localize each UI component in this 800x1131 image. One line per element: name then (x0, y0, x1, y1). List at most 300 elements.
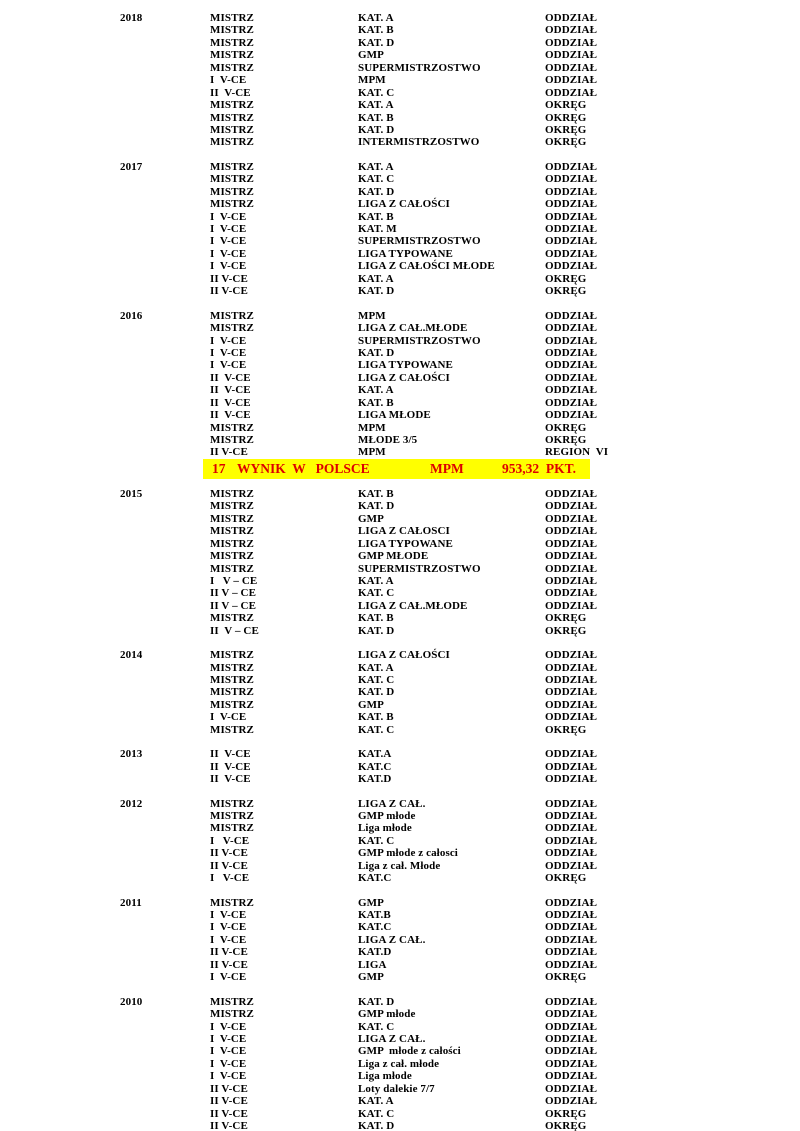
level-cell: OKRĘG (545, 272, 587, 285)
position-cell: I V-CE (210, 834, 250, 847)
category-cell: GMP (358, 698, 384, 711)
category-cell: LIGA Z CAŁOŚCI (358, 371, 450, 384)
year-label (120, 909, 210, 921)
position-cell: II V-CE (210, 847, 248, 860)
position-cell: MISTRZ (210, 674, 254, 686)
table-row (120, 1095, 800, 1107)
level-cell: REGION VI (545, 446, 609, 459)
position-cell: MISTRZ (210, 185, 254, 198)
level-cell: ODDZIAŁ (545, 86, 598, 99)
table-row (120, 198, 800, 210)
year-label (120, 773, 210, 785)
level-cell: ODDZIAŁ (545, 587, 598, 600)
category-cell: Liga z cał. młode (358, 1057, 440, 1070)
category-cell: KAT. A (358, 160, 394, 173)
year-label (120, 699, 210, 711)
year-label (120, 847, 210, 859)
category-cell: KAT. B (358, 396, 394, 409)
position-cell: MISTRZ (210, 797, 254, 810)
table-row (120, 310, 800, 322)
year-label (120, 235, 210, 247)
table-row (120, 822, 800, 834)
category-cell: LIGA Z CAŁOŚCI MŁODE (358, 260, 495, 273)
level-cell: OKRĘG (545, 1107, 587, 1120)
category-cell: LIGA TYPOWANE (358, 537, 453, 550)
position-cell: MISTRZ (210, 500, 254, 513)
category-cell: SUPERMISTRZOSTWO (358, 334, 481, 347)
table-row (120, 649, 800, 661)
level-cell: ODDZIAŁ (545, 649, 598, 662)
position-cell: I V-CE (210, 1045, 247, 1058)
category-cell: LIGA Z CAŁ. (358, 797, 426, 810)
table-row (120, 397, 800, 409)
position-cell: MISTRZ (210, 822, 254, 835)
category-cell: KAT. A (358, 12, 394, 24)
position-cell: I V-CE (210, 711, 247, 724)
category-cell: MPM (358, 74, 386, 87)
category-cell: LIGA (358, 958, 387, 971)
position-cell: MISTRZ (210, 661, 254, 674)
table-row (120, 1108, 800, 1120)
table-row (120, 711, 800, 723)
table-row (120, 1021, 800, 1033)
year-label (120, 422, 210, 434)
category-cell: KAT. B (358, 487, 394, 500)
level-cell: ODDZIAŁ (545, 210, 598, 223)
position-cell: II V-CE (210, 859, 248, 872)
position-cell: II V-CE (210, 446, 248, 459)
table-row (120, 959, 800, 971)
level-cell: OKRĘG (545, 624, 587, 637)
category-cell: KAT. D (358, 500, 395, 513)
level-cell: ODDZIAŁ (545, 686, 598, 699)
year-label (120, 810, 210, 822)
position-cell: MISTRZ (210, 198, 254, 211)
table-row (120, 488, 800, 500)
year-label (120, 1008, 210, 1020)
level-cell: ODDZIAŁ (545, 384, 598, 397)
level-cell: ODDZIAŁ (545, 773, 598, 786)
level-cell: ODDZIAŁ (545, 160, 598, 173)
level-cell: ODDZIAŁ (545, 909, 598, 921)
category-cell: GMP młode (358, 809, 416, 822)
year-label (120, 934, 210, 946)
level-cell: ODDZIAŁ (545, 809, 598, 822)
position-cell: MISTRZ (210, 49, 254, 62)
table-row (120, 446, 800, 458)
table-row (120, 847, 800, 859)
table-row (120, 235, 800, 247)
position-cell: II V-CE (210, 773, 251, 786)
year-label (120, 99, 210, 111)
category-cell: KAT. A (358, 661, 394, 674)
position-cell: MISTRZ (210, 111, 254, 124)
level-cell: ODDZIAŁ (545, 371, 598, 384)
year-label (120, 359, 210, 371)
table-row (120, 761, 800, 773)
section-2014 (120, 649, 800, 736)
year-label (120, 724, 210, 736)
level-cell: ODDZIAŁ (545, 674, 598, 686)
category-cell: KAT. D (358, 185, 395, 198)
table-row (120, 934, 800, 946)
level-cell: ODDZIAŁ (545, 574, 598, 587)
position-cell: MISTRZ (210, 309, 254, 322)
position-cell: II V-CE (210, 958, 248, 971)
year-label: 2010 (120, 995, 143, 1008)
level-cell: ODDZIAŁ (545, 223, 598, 235)
category-cell: INTERMISTRZOSTWO (358, 136, 480, 149)
category-cell: KAT. B (358, 612, 394, 625)
position-cell: II V-CE (210, 86, 251, 99)
table-row (120, 612, 800, 624)
year-label (120, 124, 210, 136)
level-cell: OKRĘG (545, 1120, 587, 1131)
year-label (120, 500, 210, 512)
level-cell: ODDZIAŁ (545, 1070, 598, 1083)
level-cell: OKRĘG (545, 421, 587, 434)
level-cell: ODDZIAŁ (545, 933, 598, 946)
position-cell: II V – CE (210, 599, 257, 612)
category-cell: Liga młode (358, 1070, 412, 1083)
year-label (120, 1045, 210, 1057)
level-cell: ODDZIAŁ (545, 834, 598, 847)
position-cell: I V-CE (210, 74, 247, 87)
category-cell: KAT.C (358, 872, 392, 885)
position-cell: MISTRZ (210, 649, 254, 662)
table-row (120, 260, 800, 272)
level-cell: ODDZIAŁ (545, 1057, 598, 1070)
category-cell: KAT. A (358, 384, 394, 397)
position-cell: MISTRZ (210, 612, 254, 625)
table-row (120, 798, 800, 810)
section-2018 (120, 12, 800, 149)
category-cell: Loty dalekie 7/7 (358, 1082, 435, 1095)
position-cell: MISTRZ (210, 537, 254, 550)
category-cell: KAT. D (358, 346, 395, 359)
category-cell: SUPERMISTRZOSTWO (358, 61, 481, 74)
position-cell: II V-CE (210, 396, 251, 409)
position-cell: I V-CE (210, 933, 247, 946)
level-cell: ODDZIAŁ (545, 1032, 598, 1045)
table-row (120, 810, 800, 822)
level-cell: ODDZIAŁ (545, 260, 598, 273)
table-row (120, 74, 800, 86)
highlight-category: MPM (430, 460, 464, 476)
year-label (120, 761, 210, 773)
category-cell: GMP (358, 512, 384, 525)
year-label (120, 285, 210, 297)
category-cell: KAT. D (358, 624, 395, 637)
table-row (120, 211, 800, 223)
table-row (120, 285, 800, 297)
year-label (120, 959, 210, 971)
position-cell: I V-CE (210, 260, 247, 273)
category-cell: SUPERMISTRZOSTWO (358, 235, 481, 248)
year-label (120, 835, 210, 847)
table-row (120, 372, 800, 384)
position-cell: I V-CE (210, 872, 250, 885)
year-label (120, 347, 210, 359)
table-row (120, 335, 800, 347)
level-cell: ODDZIAŁ (545, 185, 598, 198)
year-label (120, 1021, 210, 1033)
year-label (120, 186, 210, 198)
position-cell: MISTRZ (210, 1008, 254, 1021)
level-cell: ODDZIAŁ (545, 946, 598, 959)
level-cell: ODDZIAŁ (545, 346, 598, 359)
table-row (120, 161, 800, 173)
section-2013 (120, 748, 800, 785)
category-cell: KAT. C (358, 173, 395, 186)
level-cell: ODDZIAŁ (545, 24, 598, 37)
year-label (120, 550, 210, 562)
year-label (120, 1120, 210, 1131)
year-label (120, 1108, 210, 1120)
category-cell: KAT. C (358, 1020, 395, 1033)
table-row (120, 748, 800, 760)
category-cell: KAT. B (358, 711, 394, 724)
table-row (120, 62, 800, 74)
year-label (120, 248, 210, 260)
position-cell: II V-CE (210, 748, 251, 761)
category-cell: LIGA TYPOWANE (358, 247, 453, 260)
position-cell: MISTRZ (210, 24, 254, 37)
table-row (120, 563, 800, 575)
table-row (120, 909, 800, 921)
year-label (120, 860, 210, 872)
position-cell: MISTRZ (210, 322, 254, 335)
category-cell: MPM (358, 309, 386, 322)
category-cell: KAT. A (358, 99, 394, 112)
level-cell: ODDZIAŁ (545, 74, 598, 87)
level-cell: ODDZIAŁ (545, 550, 598, 563)
table-row (120, 1120, 800, 1131)
level-cell: ODDZIAŁ (545, 36, 598, 49)
category-cell: KAT.C (358, 921, 392, 934)
level-cell: ODDZIAŁ (545, 847, 598, 860)
level-cell: ODDZIAŁ (545, 487, 598, 500)
table-row (120, 525, 800, 537)
table-row (120, 434, 800, 446)
category-cell: MPM (358, 446, 386, 459)
category-cell: KAT.D (358, 946, 392, 959)
year-label: 2014 (120, 649, 143, 662)
year-label (120, 575, 210, 587)
year-label (120, 112, 210, 124)
position-cell: MISTRZ (210, 995, 254, 1008)
year-label (120, 434, 210, 446)
category-cell: KAT. C (358, 834, 395, 847)
level-cell: ODDZIAŁ (545, 396, 598, 409)
position-cell: MISTRZ (210, 123, 254, 136)
table-row (120, 248, 800, 260)
category-cell: KAT. A (358, 272, 394, 285)
level-cell: ODDZIAŁ (545, 322, 598, 335)
position-cell: II V-CE (210, 1107, 248, 1120)
category-cell: KAT. M (358, 223, 397, 235)
year-label (120, 921, 210, 933)
table-row (120, 347, 800, 359)
table-row (120, 538, 800, 550)
year-label (120, 384, 210, 396)
table-row (120, 996, 800, 1008)
level-cell: ODDZIAŁ (545, 525, 598, 538)
category-cell: LIGA Z CAŁ.MŁODE (358, 599, 468, 612)
category-cell: KAT. C (358, 723, 395, 736)
position-cell: MISTRZ (210, 698, 254, 711)
year-label: 2013 (120, 748, 143, 761)
table-row (120, 99, 800, 111)
position-cell: MISTRZ (210, 61, 254, 74)
table-row (120, 946, 800, 958)
position-cell: I V-CE (210, 1070, 247, 1083)
year-label (120, 711, 210, 723)
year-label (120, 946, 210, 958)
table-row (120, 872, 800, 884)
year-label (120, 587, 210, 599)
highlight-label: WYNIK W POLSCE (237, 460, 370, 476)
level-cell: ODDZIAŁ (545, 822, 598, 835)
year-label (120, 872, 210, 884)
level-cell: OKRĘG (545, 111, 587, 124)
level-cell: OKRĘG (545, 285, 587, 298)
year-label (120, 525, 210, 537)
position-cell: MISTRZ (210, 160, 254, 173)
category-cell: KAT. C (358, 86, 395, 99)
year-label (120, 612, 210, 624)
table-row (120, 686, 800, 698)
level-cell: OKRĘG (545, 971, 587, 984)
table-row (120, 550, 800, 562)
position-cell: II V-CE (210, 946, 248, 959)
category-cell: KAT. B (358, 210, 394, 223)
year-label: 2016 (120, 309, 143, 322)
section-2016 (120, 310, 800, 479)
year-label (120, 223, 210, 235)
position-cell: MISTRZ (210, 550, 254, 563)
position-cell: I V-CE (210, 1020, 247, 1033)
year-label (120, 1058, 210, 1070)
category-cell: KAT.B (358, 909, 391, 921)
year-label (120, 24, 210, 36)
position-cell: MISTRZ (210, 421, 254, 434)
table-row (120, 49, 800, 61)
position-cell: II V-CE (210, 384, 251, 397)
level-cell: ODDZIAŁ (545, 1020, 598, 1033)
year-label (120, 600, 210, 612)
table-row (120, 24, 800, 36)
level-cell: ODDZIAŁ (545, 537, 598, 550)
level-cell: OKRĘG (545, 434, 587, 446)
category-cell: KAT.A (358, 748, 392, 761)
year-label (120, 260, 210, 272)
table-row (120, 674, 800, 686)
category-cell: LIGA MŁODE (358, 409, 431, 422)
year-label: 2017 (120, 160, 143, 173)
category-cell: KAT.D (358, 773, 392, 786)
table-row (120, 409, 800, 421)
table-row (120, 322, 800, 334)
level-cell: ODDZIAŁ (545, 61, 598, 74)
position-cell: II V-CE (210, 760, 251, 773)
position-cell: I V-CE (210, 971, 247, 984)
level-cell: ODDZIAŁ (545, 599, 598, 612)
year-label (120, 538, 210, 550)
level-cell: ODDZIAŁ (545, 309, 598, 322)
year-label (120, 563, 210, 575)
section-2017 (120, 161, 800, 298)
position-cell: MISTRZ (210, 36, 254, 49)
level-cell: ODDZIAŁ (545, 173, 598, 186)
position-cell: II V – CE (210, 587, 257, 600)
position-cell: I V – CE (210, 574, 258, 587)
level-cell: ODDZIAŁ (545, 1095, 598, 1108)
year-label (120, 335, 210, 347)
position-cell: II V-CE (210, 1082, 248, 1095)
table-row (120, 513, 800, 525)
year-label (120, 87, 210, 99)
position-cell: MISTRZ (210, 809, 254, 822)
table-row (120, 1033, 800, 1045)
category-cell: GMP (358, 49, 384, 62)
level-cell: ODDZIAŁ (545, 49, 598, 62)
position-cell: MISTRZ (210, 512, 254, 525)
category-cell: KAT. B (358, 24, 394, 37)
table-row (120, 921, 800, 933)
year-label (120, 409, 210, 421)
year-label (120, 173, 210, 185)
position-cell: I V-CE (210, 223, 247, 235)
category-cell: LIGA Z CAŁOŚCI (358, 649, 450, 662)
position-cell: II V-CE (210, 1095, 248, 1108)
national-result-highlight (203, 459, 590, 479)
category-cell: Liga młode (358, 822, 412, 835)
category-cell: LIGA Z CAŁOŚCI (358, 198, 450, 211)
position-cell: I V-CE (210, 247, 247, 260)
table-row (120, 500, 800, 512)
level-cell: OKRĘG (545, 612, 587, 625)
position-cell: MISTRZ (210, 525, 254, 538)
level-cell: ODDZIAŁ (545, 698, 598, 711)
section-2011 (120, 897, 800, 984)
level-cell: OKRĘG (545, 99, 587, 112)
table-row (120, 87, 800, 99)
category-cell: LIGA Z CAŁ. (358, 933, 426, 946)
level-cell: ODDZIAŁ (545, 1045, 598, 1058)
category-cell: KAT. B (358, 111, 394, 124)
year-label (120, 136, 210, 148)
level-cell: ODDZIAŁ (545, 562, 598, 575)
category-cell: KAT. D (358, 686, 395, 699)
level-cell: OKRĘG (545, 123, 587, 136)
year-label (120, 198, 210, 210)
year-label: 2015 (120, 487, 143, 500)
section-2012 (120, 798, 800, 885)
category-cell: KAT. A (358, 574, 394, 587)
year-label (120, 1070, 210, 1082)
level-cell: ODDZIAŁ (545, 711, 598, 724)
level-cell: ODDZIAŁ (545, 995, 598, 1008)
table-row (120, 359, 800, 371)
year-label (120, 662, 210, 674)
table-row (120, 1008, 800, 1020)
table-row (120, 112, 800, 124)
level-cell: ODDZIAŁ (545, 12, 598, 24)
category-cell: KAT. D (358, 1120, 395, 1131)
year-label (120, 674, 210, 686)
table-row (120, 422, 800, 434)
